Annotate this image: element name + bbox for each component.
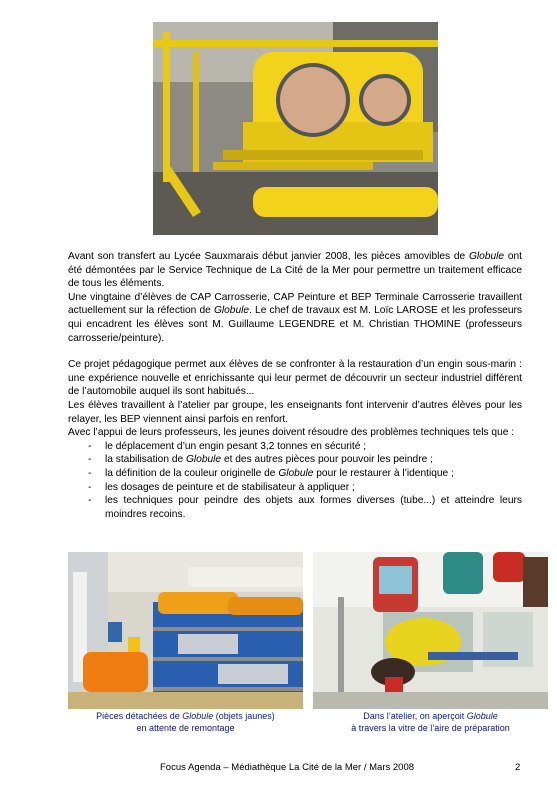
- list-item: - la définition de la couleur originelle de Globule pour le restaurer à l’identique ;: [88, 467, 454, 479]
- parts-shelf-photo: [68, 552, 303, 709]
- workshop-photo: [313, 552, 548, 709]
- paragraph: Ce projet pédagogique permet aux élèves de se confronter à la restauration d’un engin sous-marin : une expérience nouvelle et enrichissante qui leur permet de découvrir un secteur industriel différent de l’automobile auquel ils sont habitués...: [68, 359, 522, 398]
- paragraph: Une vingtaine d’élèves de CAP Carrosserie, CAP Peinture et BEP Terminale Carrosserie travaillent actuellement sur la réfection de Globule. Le chef de travaux est M. Loïc LAROSE et les professeurs qui encadrent les élèves sont M. Guillaume LEGENDRE et M. Christian THOMINE (professeurs carrosserie/peinture).: [68, 291, 523, 344]
- problem-list: [68, 440, 522, 522]
- list-item: - les dosages de peinture et de stabilisateur à appliquer ;: [88, 481, 355, 493]
- page-number: 2: [515, 762, 521, 773]
- photo-caption-right: Dans l’atelier, on aperçoit Globule à travers la vitre de l’aire de préparation: [351, 711, 510, 733]
- page-footer: Focus Agenda – Médiathèque La Cité de la Mer / Mars 2008: [160, 762, 415, 773]
- photo-caption-left: Pièces détachées de Globule (objets jaunes) en attente de remontage: [96, 711, 275, 733]
- list-item: - la stabilisation de Globule et des autres pièces pour pouvoir les peindre ;: [88, 454, 433, 466]
- list-item: - les techniques pour peindre des objets aux formes diverses (tube...) et atteindre leurs moindres recoins.: [88, 495, 522, 520]
- list-item: - le déplacement d’un engin pesant 3,2 tonnes en sécurité ;: [88, 440, 367, 452]
- paragraph: Avec l’appui de leurs professeurs, les jeunes doivent résoudre des problèmes techniques tels que :: [68, 427, 515, 439]
- submarine-photo: [153, 22, 438, 235]
- paragraph: Les élèves travaillent à l’atelier par groupe, les enseignants font intervenir d’autres élèves pour les relayer, les BEP viennent ainsi parfois en renfort.: [68, 399, 522, 425]
- article-body: [68, 250, 522, 521]
- paragraph: Avant son transfert au Lycée Sauxmarais début janvier 2008, les pièces amovibles de Globule ont été démontées par le Service Technique de La Cité de la Mer pour permettre un traitement efficace de tous les éléments.: [68, 251, 523, 290]
